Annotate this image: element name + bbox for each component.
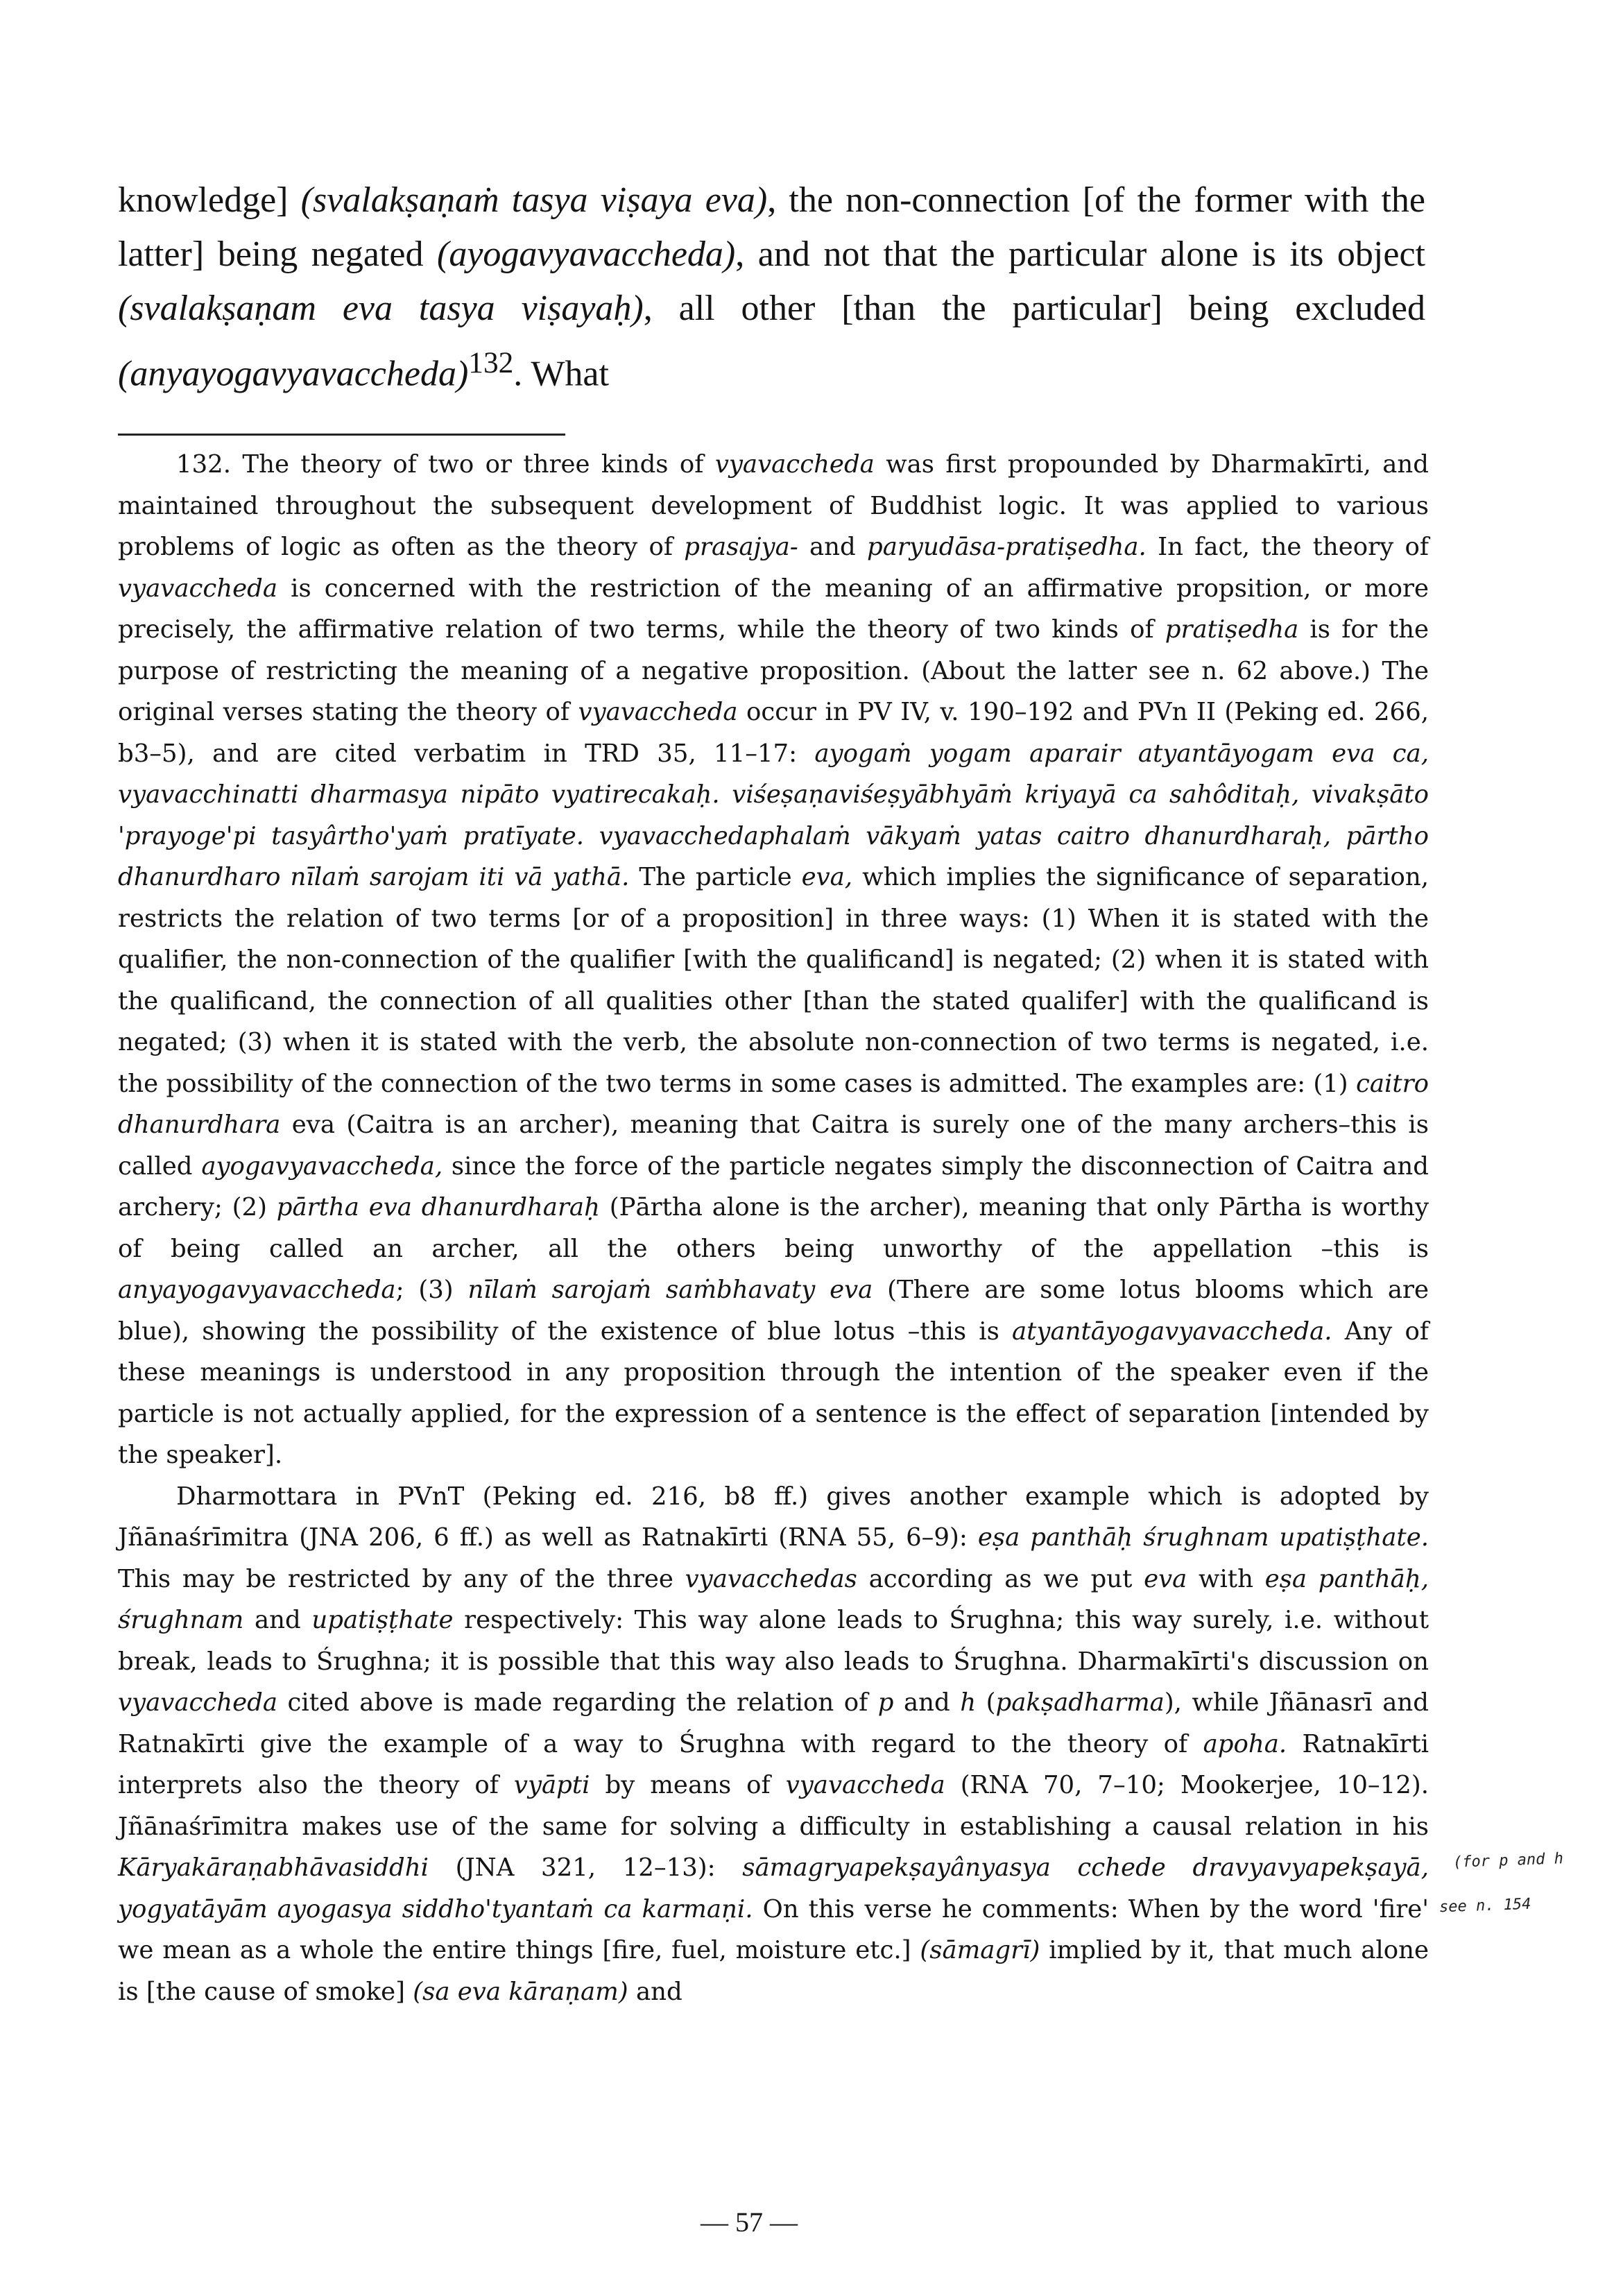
text-segment: , all other [than the particular] being excluded xyxy=(643,289,1425,328)
text-segment: On this verse he comments: When by the word 'fire' we mean as a whole the entire things [fire, fuel, moisture etc.] xyxy=(118,1894,1429,1964)
text-segment: ayogavyavaccheda, xyxy=(201,1151,443,1181)
text-segment: respectively: This way alone leads to Śrughna; this way surely, i.e. without break, leads to Śrughna; it is possible that this way also leads to Śrughna. Dharmakīrti's discussion on xyxy=(118,1606,1429,1676)
text-segment: (ayogavyavaccheda) xyxy=(437,234,736,274)
text-segment: caitro dhanurdhara xyxy=(118,1069,1429,1139)
text-segment: and xyxy=(798,533,868,561)
text-segment: h xyxy=(960,1688,977,1717)
text-segment: and xyxy=(243,1606,312,1634)
text-segment: (sāmagrī) xyxy=(920,1936,1040,1964)
text-segment: implied by it, that much alone is [the cause of smoke] xyxy=(118,1936,1429,2006)
text-segment: p xyxy=(877,1688,894,1717)
text-segment: In fact, the theory of xyxy=(1146,533,1429,561)
text-segment: knowledge] xyxy=(118,180,301,220)
text-segment: apoha. xyxy=(1203,1729,1287,1758)
text-segment: . What xyxy=(513,354,609,394)
text-segment: is for the purpose of restricting the meaning of a negative proposition. (About the latter see n. 62 above.) The original verses stating the theory of xyxy=(118,615,1429,726)
text-segment: eva (Caitra is an archer), meaning that Caitra is surely one of the many archers–this is called xyxy=(118,1111,1429,1181)
text-segment: occur in PV IV, v. 190–192 and PVn II (Peking ed. 266, b3–5), and are cited verbatim in TRD 35, 11–17: xyxy=(118,698,1429,768)
text-segment: anyayogavyavaccheda xyxy=(118,1276,396,1304)
text-segment: with xyxy=(1187,1564,1265,1593)
text-segment: Ratnakīrti interprets also the theory of xyxy=(118,1729,1429,1799)
text-segment: vyavaccheda xyxy=(118,1688,278,1717)
text-segment: sāmagryapekṣayânyasya cchede dravyavyapekṣayā, yogyatāyām ayogasya siddho'tyantaṁ ca karmaṇi. xyxy=(118,1853,1429,1924)
text-segment: vyavacchedas xyxy=(685,1564,857,1593)
text-segment: (There are some lotus blooms which are blue), showing the possibility of the existence of blue lotus –this is xyxy=(118,1276,1429,1346)
text-segment: paryudāsa-pratiṣedha. xyxy=(867,533,1147,561)
text-segment: and xyxy=(893,1688,961,1717)
footnote-reference: 132 xyxy=(468,346,514,379)
text-segment: (Pārtha alone is the archer), meaning that only Pārtha is worthy of being called an archer, all the others being unworthy of the appellation –this is xyxy=(118,1193,1429,1263)
footnote-divider xyxy=(118,434,565,436)
text-segment: vyavaccheda xyxy=(578,698,738,726)
text-segment: vyāpti xyxy=(513,1771,590,1799)
text-segment: according as we put xyxy=(857,1564,1144,1593)
text-segment: cited above is made regarding the relation of xyxy=(277,1688,878,1717)
text-segment: The theory of two or three kinds of xyxy=(231,450,715,479)
text-segment: prasajya- xyxy=(684,533,798,561)
handwritten-margin-note: (for p and h xyxy=(1452,1850,1564,1871)
text-segment: (sa eva kāraṇam) xyxy=(413,1977,628,2006)
text-segment: (RNA 70, 7–10; Mookerjee, 10–12). Jñānaśrīmitra makes use of the same for solving a difficulty in establishing a causal relation in his xyxy=(118,1771,1429,1841)
text-segment: (JNA 321, 12–13): xyxy=(428,1853,743,1882)
text-segment: (svalakṣaṇaṁ tasya viṣaya eva) xyxy=(300,180,768,220)
text-segment: eṣa panthāḥ, śrughnam xyxy=(118,1564,1429,1634)
text-segment: vyavaccheda xyxy=(785,1771,945,1799)
text-segment: vyavaccheda xyxy=(118,574,278,603)
text-segment: which implies the significance of separation, restricts the relation of two terms [or of a proposition] in three ways: (1) When it is stated with the qualifier, the non-connection of the qualifier [with the qualificand] is negated; (2) when it is stated with the qualificand, the connection of all qualities other [than the stated qualifer] with the qualificand is negated; (3) when it is stated with the verb, the absolute non-connection of two terms is negated, i.e. the possibility of the connection of the two terms in some cases is admitted. The examples are: (1) xyxy=(118,863,1429,1098)
text-segment: This may be restricted by any of the three xyxy=(118,1564,685,1593)
footnote-paragraph xyxy=(118,1476,1429,2013)
handwritten-margin-note: see n. 154 xyxy=(1439,1895,1531,1917)
footnote-paragraph xyxy=(118,444,1429,1476)
text-segment: since the force of the particle negates simply the disconnection of Caitra and archery; (2) xyxy=(118,1151,1429,1222)
text-segment: is concerned with the restriction of the meaning of an affirmative propsition, or more precisely, the affirmative relation of two terms, while the theory of two kinds of xyxy=(118,574,1429,644)
text-segment: (anyayogavyavaccheda) xyxy=(118,354,469,394)
text-segment: eva xyxy=(1144,1564,1187,1593)
text-segment: eva, xyxy=(801,863,853,891)
text-segment: pakṣadharma xyxy=(995,1688,1165,1717)
text-segment: nīlaṁ sarojaṁ saṁbhavaty eva xyxy=(467,1276,873,1304)
text-segment: , the non-connection [of the former with the latter] being negated xyxy=(118,180,1425,274)
text-segment: pratiṣedha xyxy=(1165,615,1299,644)
text-segment: vyavaccheda xyxy=(714,450,875,479)
text-segment: and xyxy=(628,1977,682,2006)
text-segment: ayogaṁ yogam aparair atyantāyogam eva ca, vyavacchinatti dharmasya nipāto vyatirecakaḥ. viśeṣaṇaviśeṣyābhyāṁ kriyayā ca sahôditaḥ, vivakṣāto 'prayoge'pi tasyârtho'yaṁ pratīyate. vyavacchedaphalaṁ vākyaṁ yatas caitro dhanurdharaḥ, pārtho dhanurdharo nīlaṁ sarojam iti vā yathā. xyxy=(118,739,1429,891)
text-segment: eṣa panthāḥ śrughnam upatiṣṭhate. xyxy=(977,1523,1429,1552)
text-segment: Kāryakāraṇabhāvasiddhi xyxy=(118,1853,429,1882)
text-segment: Any of these meanings is understood in any proposition through the intention of the speaker even if the particle is not actually applied, for the expression of a sentence is the effect of separation [intended by the speaker]. xyxy=(118,1317,1429,1469)
text-segment: , and not that the particular alone is its object xyxy=(735,234,1425,274)
page-number: — 57 — xyxy=(701,2207,798,2238)
text-segment: Dharmottara in PVnT (Peking ed. 216, b8 ff.) gives another example which is adopted by Jñānaśrīmitra (JNA 206, 6 ff.) as well as Ratnakīrti (RNA 55, 6–9): xyxy=(118,1482,1429,1552)
text-segment: ; (3) xyxy=(395,1276,468,1304)
text-segment: pārtha eva dhanurdharaḥ xyxy=(276,1193,600,1222)
main-text-line xyxy=(118,173,1425,401)
footnote-132 xyxy=(118,444,1429,2012)
text-segment: ( xyxy=(976,1688,996,1717)
footnote-number: 132. xyxy=(176,450,232,479)
text-segment: upatiṣṭhate xyxy=(311,1606,454,1634)
text-segment: ), while Jñānasrī and Ratnakīrti give the example of a way to Śrughna with regard to the theory of xyxy=(118,1688,1429,1758)
text-segment: by means of xyxy=(590,1771,786,1799)
text-segment: (svalakṣaṇam eva tasya viṣayaḥ) xyxy=(118,289,644,328)
text-segment: atyantāyogavyavaccheda. xyxy=(1011,1317,1332,1346)
text-segment: The particle xyxy=(629,863,802,891)
main-paragraph xyxy=(118,173,1425,401)
text-segment: was first propounded by Dharmakīrti, and maintained throughout the subsequent development of Buddhist logic. It was applied to various problems of logic as often as the theory of xyxy=(118,450,1429,561)
